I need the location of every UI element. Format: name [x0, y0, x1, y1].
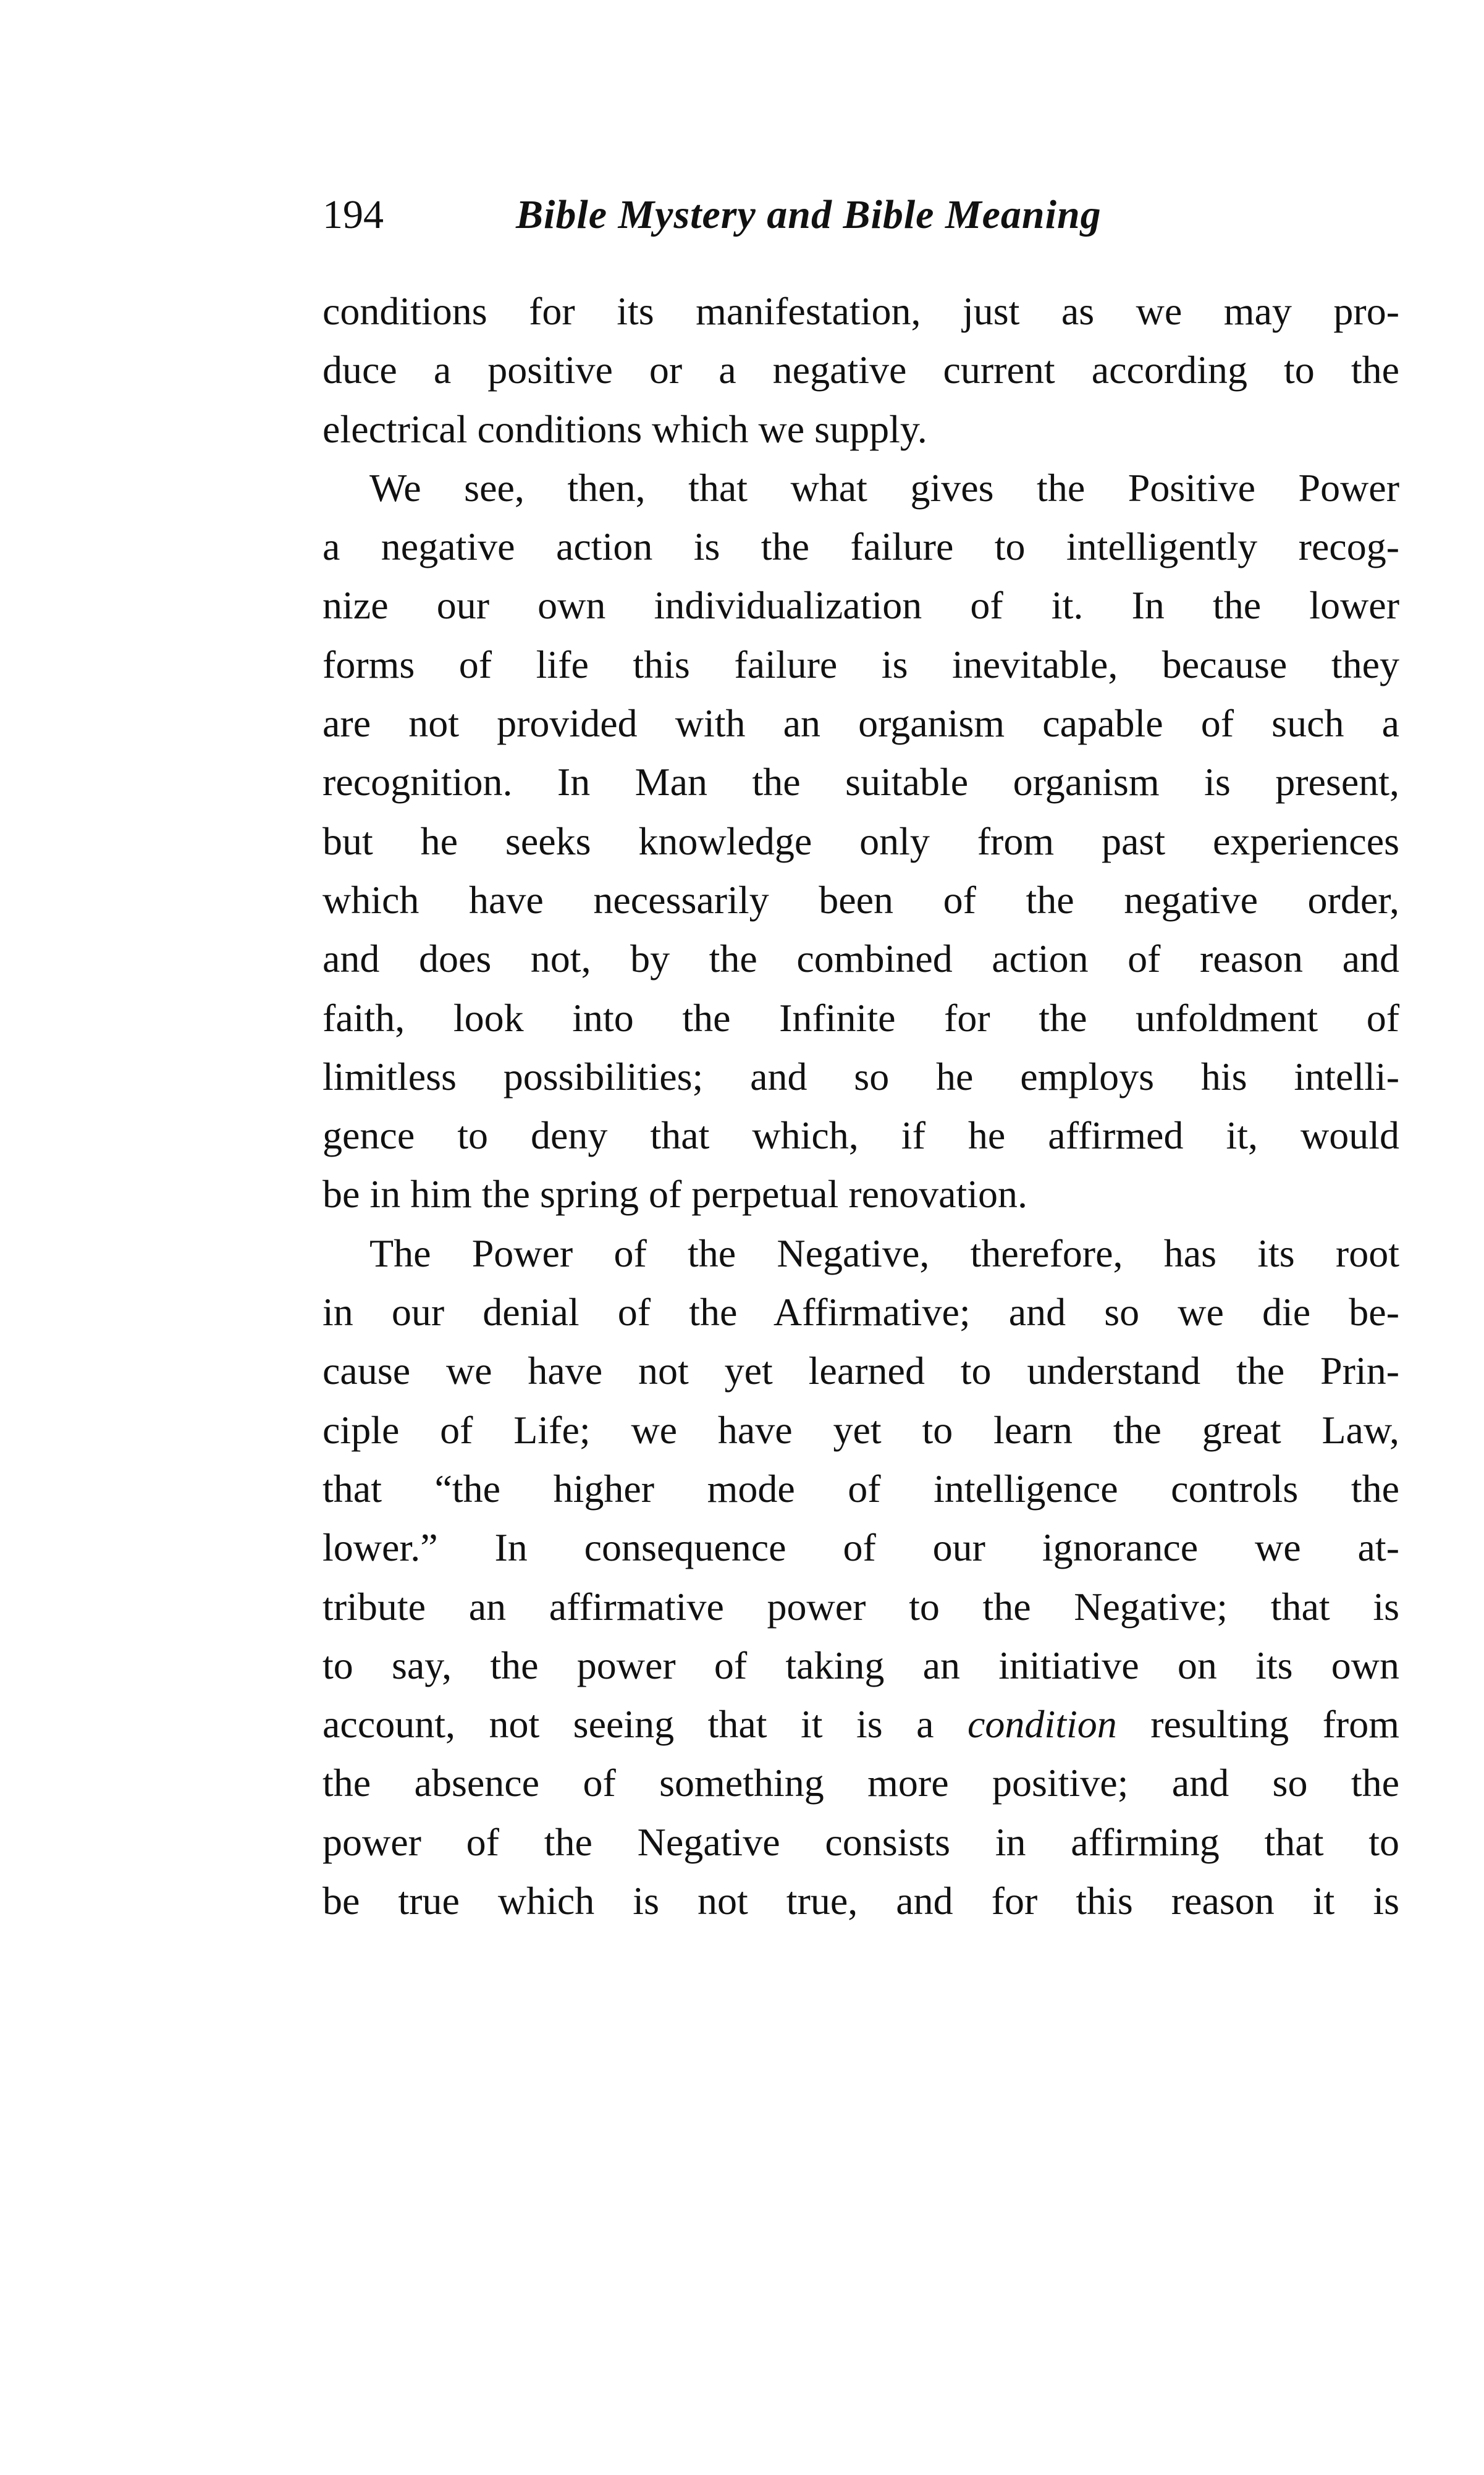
text-line: electrical conditions which we supply. [323, 407, 927, 451]
text-line: limitless possibilities; and so he employs his intelli- [323, 1054, 1399, 1098]
body-text [323, 282, 1399, 1930]
text-line: forms of life this failure is inevitable, because they [323, 642, 1399, 686]
text-line: a negative action is the failure to intelligently recog- [323, 525, 1399, 569]
text-line: duce a positive or a negative current according to the [323, 348, 1399, 392]
text-line: recognition. In Man the suitable organism is present, [323, 760, 1399, 804]
running-header [323, 185, 1399, 247]
page-number: 194 [323, 192, 384, 237]
text-line: gence to deny that which, if he affirmed it, would [323, 1113, 1399, 1158]
text-line: account, not seeing that it is a condition resulting from [323, 1702, 1400, 1747]
text-line: to say, the power of taking an initiative on its own [323, 1643, 1399, 1687]
text-line: faith, look into the Infinite for the unfoldment of [323, 995, 1399, 1040]
text-line: The Power of the Negative, therefore, has its root [369, 1231, 1399, 1275]
text-line: be true which is not true, and for this reason it is [323, 1879, 1399, 1923]
text-line: nize our own individualization of it. In the lower [323, 583, 1399, 628]
text-line: but he seeks knowledge only from past experiences [323, 819, 1399, 863]
text-line: that “the higher mode of intelligence controls the [323, 1466, 1399, 1511]
text-line: ciple of Life; we have yet to learn the great Law, [323, 1407, 1399, 1452]
text-line: lower.” In consequence of our ignorance we at- [323, 1525, 1399, 1570]
text-line: and does not, by the combined action of reason and [323, 937, 1399, 981]
text-line: conditions for its manifestation, just as we may pro- [323, 289, 1399, 333]
text-line: which have necessarily been of the negative order, [323, 877, 1399, 922]
text-line: be in him the spring of perpetual renovation. [323, 1172, 1028, 1216]
emphasis: condition [968, 1702, 1117, 1747]
text-line: We see, then, that what gives the Positive Power [369, 465, 1399, 510]
text-line: power of the Negative consists in affirming that to [323, 1819, 1399, 1864]
running-title: Bible Mystery and Bible Meaning [516, 192, 1102, 237]
text-line: are not provided with an organism capable of such a [323, 701, 1399, 746]
text-line: in our denial of the Affirmative; and so we die be- [323, 1290, 1399, 1334]
text-line: cause we have not yet learned to understand the Prin- [323, 1349, 1399, 1393]
text-line: tribute an affirmative power to the Negative; that is [323, 1584, 1399, 1629]
text-line: the absence of something more positive; and so the [323, 1761, 1399, 1805]
